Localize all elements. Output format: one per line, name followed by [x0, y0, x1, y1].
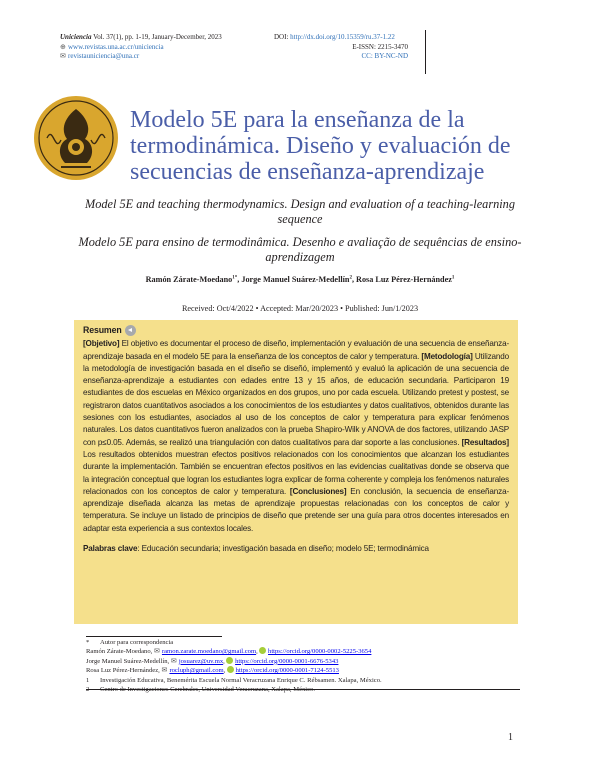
article-title: Modelo 5E para la enseñanza de la termodinámica. Diseño y evaluación de secuencias de enseñanza-aprendizaje: [130, 107, 511, 185]
orcid-icon: [227, 666, 234, 673]
license-link[interactable]: CC: BY-NC-ND: [361, 52, 408, 60]
abstract-heading: Resumen: [83, 325, 122, 335]
bottom-rule: [86, 689, 520, 690]
conclusions-label: [Conclusiones]: [289, 486, 347, 496]
objective-text: El objetivo es documentar el proceso de diseño, implementación y evaluación de una secuencia de enseñanza-aprendizaje basada en el modelo 5E para la enseñanza de los conceptos de calor y temperatura.: [83, 339, 509, 361]
abstract-box: [74, 320, 518, 624]
author-contact-line: Rosa Luz Pérez-Hernández, ✉ rocluph@gmail.com, https://orcid.org/0000-0001-7124-5513: [86, 666, 339, 675]
subtitle-portuguese: Modelo 5E para ensino de termodinâmica. Desenho e avaliação de sequências de ensino-aprendizagem: [78, 235, 522, 264]
author-contact-line: Ramón Zárate-Moedano, ✉ ramon.zarate.moedano@gmail.com, https://orcid.org/0000-0002-5225-3654: [86, 647, 372, 656]
contact-email-link[interactable]: rocluph@gmail.com: [169, 667, 224, 675]
results-text: Los resultados obtenidos muestran efectos positivos relacionados con los conocimientos que alcanzan los estudiantes durante la implementación. También se encuentran efectos positivos en las evidencias cualitativas donde se observa que la integración conceptual que logran los estudiantes logra explicar de forma coherente y compleja los fenómenos naturales relacionados con los conceptos de calor y temperatura.: [83, 449, 509, 496]
orcid-link[interactable]: https://orcid.org/0000-0001-6676-5343: [235, 657, 339, 665]
globe-icon: ⊕: [60, 42, 66, 51]
abstract-text: [83, 338, 509, 535]
speaker-icon[interactable]: [125, 325, 136, 336]
author-contact-line: Jorge Manuel Suárez-Medellín, ✉ josuarez@uv.mx, https://orcid.org/0000-0001-6676-5343: [86, 656, 339, 665]
contact-name: Ramón Zárate-Moedano,: [86, 648, 154, 656]
contact-email-link[interactable]: ramon.zarate.moedano@gmail.com: [161, 648, 257, 656]
envelope-icon: ✉: [161, 666, 168, 675]
masthead-left: [60, 33, 222, 62]
keywords-label: Palabras clave: [83, 544, 138, 554]
contact-name: Jorge Manuel Suárez-Medellín,: [86, 657, 171, 665]
author-affiliation-mark: 1*: [232, 275, 238, 281]
affiliation-number: 1: [86, 676, 90, 684]
affiliation-note: [86, 676, 556, 685]
affiliation-text: Investigación Educativa, Benemérita Escuela Normal Veracruzana Enrique C. Rébsamen. Xalapa, México.: [100, 676, 382, 684]
publication-dates: Received: Oct/4/2022 • Accepted: Mar/20/2023 • Published: Jun/1/2023: [181, 304, 419, 313]
orcid-icon: [259, 647, 266, 654]
conclusions-text: En conclusión, la secuencia de enseñanza-aprendizaje diseñada alcanza las metas de aprendizaje propuestas relacionadas con los conceptos de calor y temperatura. Se incluye un listado de principios de diseño que pretende ser una guía para otros docentes interesados en adaptar esta experiencia a sus contextos locales.: [83, 486, 509, 533]
envelope-icon: ✉: [60, 52, 66, 60]
envelope-icon: ✉: [170, 656, 177, 665]
contact-email-link[interactable]: josuarez@uv.mx: [178, 657, 224, 665]
journal-logo-icon: [33, 95, 119, 181]
subtitle-english: Model 5E and teaching thermodynamics. Design and evaluation of a teaching-learning sequence: [85, 197, 515, 226]
doi-label: DOI:: [274, 33, 291, 41]
email-link[interactable]: revistauniciencia@una.cr: [68, 52, 140, 60]
author-list: Ramón Zárate-Moedano$^{1*}$, Jorge Manuel Suárez-Medellín$^2$, Rosa Luz Pérez-Hernández$^1$: [145, 275, 455, 284]
masthead-divider: [425, 30, 426, 74]
keywords: [83, 543, 509, 555]
corresponding-mark: *: [86, 639, 90, 646]
journal-name: Uniciencia: [60, 33, 92, 41]
orcid-link[interactable]: https://orcid.org/0000-0002-5225-3654: [268, 648, 372, 656]
objective-label: [Objetivo]: [83, 339, 120, 349]
contact-name: Rosa Luz Pérez-Hernández,: [86, 667, 162, 675]
eissn: E-ISSN: 2215-3470: [352, 42, 408, 51]
orcid-link[interactable]: https://orcid.org/0000-0001-7124-5513: [235, 667, 339, 675]
author-name: Rosa Luz Pérez-Hernández: [356, 275, 452, 284]
masthead-right: [274, 33, 408, 62]
volume-info: Vol. 37(1), pp. 1-19, January-December, 2023: [91, 33, 222, 41]
page-number: 1: [508, 732, 513, 743]
keywords-text: : Educación secundaria; investigación basada en diseño; modelo 5E; termodinámica: [137, 544, 429, 554]
results-label: [Resultados]: [461, 437, 509, 447]
website-link[interactable]: www.revistas.una.ac.cr/uniciencia: [68, 42, 164, 51]
method-label: [Metodología]: [421, 351, 473, 361]
author-affiliation-mark: 1: [451, 275, 455, 281]
footnote-rule: [86, 636, 222, 637]
corresponding-note: Autor para correspondencia: [100, 639, 174, 646]
author-name: Jorge Manuel Suárez-Medellín: [241, 275, 350, 284]
orcid-icon: [226, 657, 233, 664]
author-name: Ramón Zárate-Moedano: [145, 275, 233, 284]
envelope-icon: ✉: [153, 647, 160, 656]
footnotes: [86, 638, 556, 694]
author-affiliation-mark: 2: [349, 275, 352, 281]
method-text: Utilizando la metodología de investigación basada en el diseño se diseñó, implementó y evaluó la aplicación de una secuencia de enseñanza-aprendizaje a estudiantes con edades entre 13 y 15 años, de educación secundaria. Participaron 19 estudiantes de dos escuelas en México organizados en dos grupos, uno por cada escuela. Utilizando pretest y postest, se registraron datos cuantitativos asociados a los conocimientos de los estudiantes y datos cualitativos, obtenidos durante las sesiones con los estudiantes, asociados al uso de los conceptos de calor y temperatura para explicar fenómenos naturales. Los datos cuantitativos fueron analizados con la prueba Shapiro-Wilk y ANOVA de dos factores, utilizando JASP con p≤0.05. Además, se realizó una triangulación con datos cualitativos para dar soporte a las conclusiones.: [83, 351, 509, 447]
doi-link[interactable]: http://dx.doi.org/10.15359/ru.37-1.22: [290, 33, 395, 41]
